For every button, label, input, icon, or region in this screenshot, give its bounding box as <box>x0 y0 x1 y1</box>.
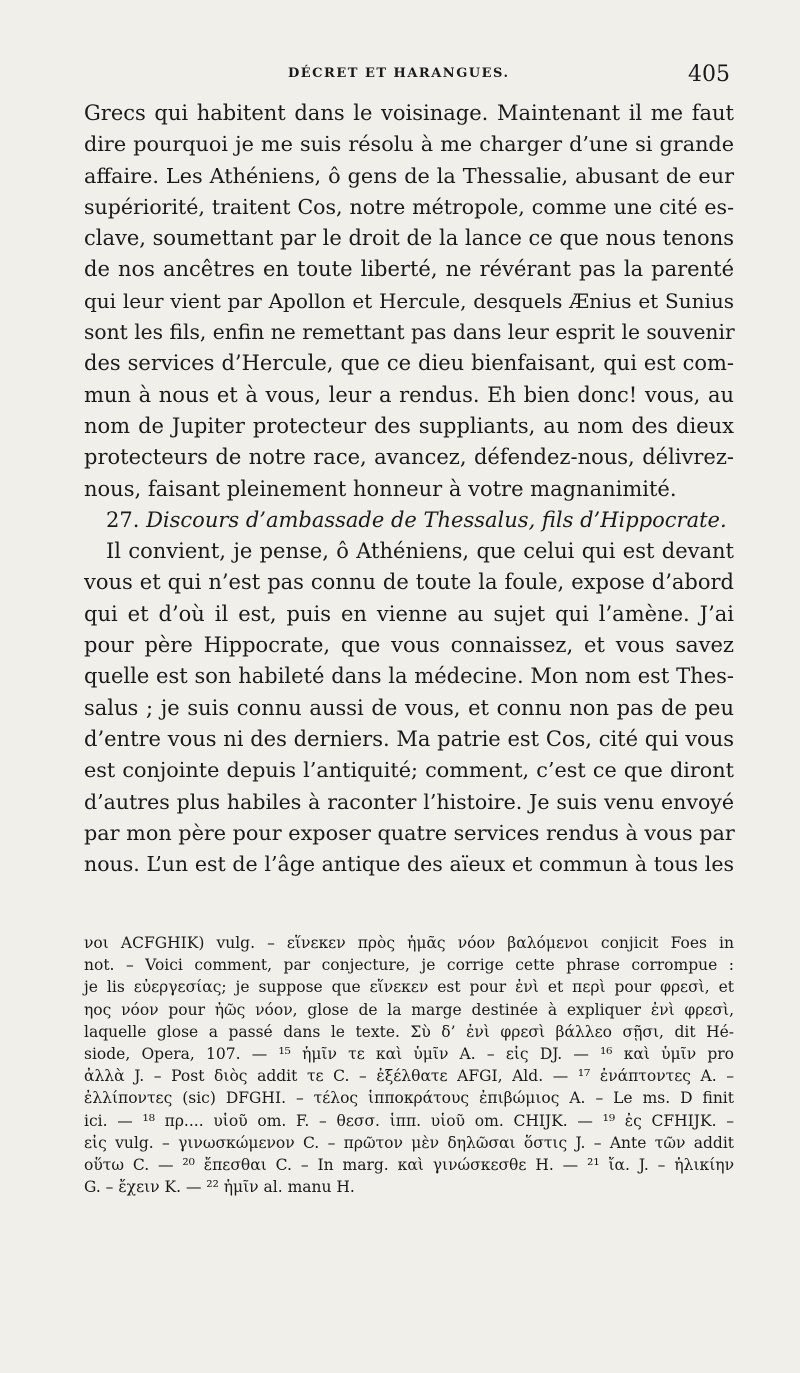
text-line: nous. L’un est de l’âge antique des aïeux et commun à tous les <box>84 852 734 877</box>
text-line: qui et d’où il est, puis en vienne au sujet qui l’amène. J’ai <box>84 601 734 626</box>
text-line: qui leur vient par Apollon et Hercule, desquels Ænius et Sunius <box>84 288 734 313</box>
text-line: supériorité, traitent Cos, notre métropole, comme une cité es- <box>84 194 734 219</box>
section-title: Discours d’ambassade de Thessalus, fils d’Hippocrate. <box>146 507 727 532</box>
footnotes <box>84 932 734 1198</box>
footnote-line: je lis εὐεργεσίας; je suppose que εἵνεκεν est pour ἐνὶ et περὶ pour φρεσὶ, et <box>84 978 734 997</box>
text-line: clave, soumettant par le droit de la lance ce que nous tenons <box>84 226 734 251</box>
main-text <box>84 98 734 880</box>
text-line: est conjointe depuis l’antiquité; comment, c’est ce que diront <box>84 758 734 783</box>
footnote-line: ici. — ¹⁸ πρ.... υἱοῦ om. F. – θεσσ. ἱππ. υἱοῦ om. CHIJK. — ¹⁹ ἐς CFHIJK. – <box>84 1111 734 1130</box>
text-line: Il convient, je pense, ô Athéniens, que celui qui est devant <box>106 539 734 564</box>
running-head: DÉCRET ET HARANGUES. <box>288 66 510 81</box>
text-line: dire pourquoi je me suis résolu à me charger d’une si grande <box>84 132 734 157</box>
footnote-line: ἀλλὰ J. – Post διὸς addit τε C. – ἐξέλθατε AFGI, Ald. — ¹⁷ ἐνάπτοντες A. – <box>84 1067 734 1086</box>
footnote-line: laquelle glose a passé dans le texte. Σὺ δ’ ἐνὶ φρεσὶ βάλλεο σῇσι, dit Hé- <box>84 1022 734 1041</box>
text-line: de nos ancêtres en toute liberté, ne révérant pas la parenté <box>84 257 734 282</box>
text-line: Grecs qui habitent dans le voisinage. Maintenant il me faut <box>84 101 734 125</box>
text-line: d’entre vous ni des derniers. Ma patrie est Cos, cité qui vous <box>84 726 734 751</box>
text-line: protecteurs de notre race, avancez, défendez-nous, délivrez- <box>84 445 734 470</box>
footnote-line: οὕτω C. — ²⁰ ἔπεσθαι C. – In marg. καὶ γινώσκεσθε H. — ²¹ ἴα. J. – ἡλικίην <box>84 1155 734 1174</box>
footnote-line: ηος νόον pour ἠῶς νόον, glose de la marge destinée à expliquer ἐνὶ φρεσὶ, <box>84 1000 734 1019</box>
text-line: des services d’Hercule, que ce dieu bienfaisant, qui est com- <box>84 351 734 376</box>
footnote-line: G. – ἔχειν K. — ²² ἡμῖν al. manu H. <box>84 1178 355 1197</box>
text-line: par mon père pour exposer quatre services rendus à vous par <box>84 820 735 845</box>
text-line: sont les fils, enfin ne remettant pas dans leur esprit le souvenir <box>84 320 735 345</box>
footnote-line: siode, Opera, 107. — ¹⁵ ἡμῖν τε καὶ ὑμῖν A. – εἰς DJ. — ¹⁶ καὶ ὑμῖν pro <box>84 1044 734 1063</box>
text-line: affaire. Les Athéniens, ô gens de la Thessalie, abusant de eur <box>84 163 734 188</box>
page-header <box>0 62 800 92</box>
footnote-line: not. – Voici comment, par conjecture, je corrige cette phrase corrompue : <box>84 956 734 975</box>
page-number: 405 <box>688 62 730 87</box>
text-line: nom de Jupiter protecteur des suppliants, au nom des dieux <box>84 413 734 438</box>
text-line: quelle est son habileté dans la médecine. Mon nom est Thes- <box>84 664 734 689</box>
footnote-line: νοι ACFGHIK) vulg. – εἵνεκεν πρὸς ἡμᾶς νόον βαλόμενοι conjicit Foes in <box>84 934 734 952</box>
footnote-line: εἰς vulg. – γινωσκώμενον C. – πρῶτον μὲν δηλῶσαι ὅστις J. – Ante τῶν addit <box>84 1133 734 1152</box>
text-line: mun à nous et à vous, leur a rendus. Eh bien donc! vous, au <box>84 382 734 407</box>
section-number: 27. <box>106 507 140 532</box>
text-line: d’autres plus habiles à raconter l’histoire. Je suis venu envoyé <box>84 789 734 814</box>
footnote-line: ἐλλίποντες (sic) DFGHI. – τέλος ἱπποκράτους ἐπιβώμιος A. – Le ms. D finit <box>84 1089 734 1108</box>
text-line: salus ; je suis connu aussi de vous, et connu non pas de peu <box>84 695 734 720</box>
text-line: nous, faisant pleinement honneur à votre magnanimité. <box>84 476 677 501</box>
text-line: pour père Hippocrate, que vous connaissez, et vous savez <box>84 633 734 658</box>
section-heading <box>84 505 734 536</box>
text-line: vous et qui n’est pas connu de toute la foule, expose d’abord <box>84 570 734 595</box>
